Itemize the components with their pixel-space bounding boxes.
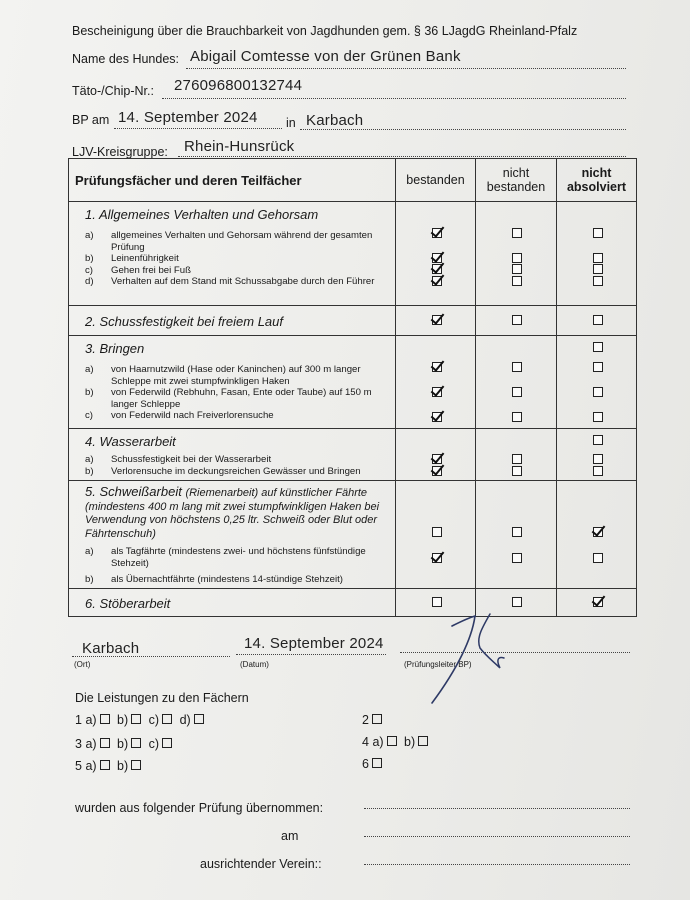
- perf-checkbox-1d[interactable]: [194, 714, 204, 724]
- group-line: [178, 156, 626, 157]
- failed-cell: [476, 202, 557, 306]
- taken-from-label: wurden aus folgender Prüfung übernommen:: [75, 801, 324, 815]
- perf-checkbox-5a[interactable]: [100, 760, 110, 770]
- table-header-row: [69, 159, 637, 202]
- checkbox-4b-na[interactable]: [593, 466, 603, 476]
- section-2-cell: [69, 306, 396, 336]
- checkbox-3c-na[interactable]: [593, 412, 603, 422]
- group-label: LJV-Kreisgruppe:: [72, 145, 168, 159]
- club-line: [364, 864, 630, 865]
- na-cell: [557, 202, 637, 306]
- section-5-title: 5. Schweißarbeit (Riemenarbeit) auf künstlicher Fährte (mindestens 400 m lang mit zwei stumpfwinkligen Haken bei Verwendung von höchstens 0,25 ltr. Schweiß oder Blut oder Fährtenschuh): [85, 484, 380, 540]
- section-4-title: 4. Wasserarbeit: [85, 434, 176, 449]
- bp-place-value: Karbach: [306, 112, 364, 129]
- checkbox-1a-na[interactable]: [593, 228, 603, 238]
- checkbox-3b-passed[interactable]: [432, 387, 442, 397]
- perf-checkbox-4a[interactable]: [387, 736, 397, 746]
- document-title: Bescheinigung über die Brauchbarkeit von Jagdhunden gem. § 36 LJagdG Rheinland-Pfalz: [72, 24, 578, 38]
- dog-name-value: Abigail Comtesse von der Grünen Bank: [190, 48, 461, 65]
- list-item: a) allgemeines Verhalten und Gehorsam während der gesamten Prüfung: [85, 230, 373, 253]
- passed-cell: [396, 202, 476, 306]
- checkbox-5a-passed[interactable]: [432, 553, 442, 563]
- section-row-6: [69, 589, 637, 617]
- list-item: b) Leinenführigkeit: [85, 253, 179, 265]
- section-4-cell: [69, 429, 396, 481]
- col-failed-header: nicht bestanden: [476, 159, 557, 202]
- checkbox-4b-failed[interactable]: [512, 466, 522, 476]
- checkbox-3a-failed[interactable]: [512, 362, 522, 372]
- perf-checkbox-2[interactable]: [372, 714, 382, 724]
- checkbox-6-failed[interactable]: [512, 597, 522, 607]
- bp-date-value: 14. September 2024: [118, 109, 258, 126]
- perf-row-5: 5 a) b): [75, 759, 145, 773]
- footer-place-label: (Ort): [74, 660, 91, 669]
- list-item: b) von Federwild (Rebhuhn, Fasan, Ente oder Taube) auf 150 m langer Schleppe: [85, 387, 372, 410]
- bp-label: BP am: [72, 113, 110, 127]
- section-2-title: 2. Schussfestigkeit bei freiem Lauf: [85, 314, 283, 329]
- perf-checkbox-1a[interactable]: [100, 714, 110, 724]
- dog-name-label: Name des Hundes:: [72, 52, 180, 66]
- section-row-4: [69, 429, 637, 481]
- perf-checkbox-3b[interactable]: [131, 738, 141, 748]
- checkbox-2-passed[interactable]: [432, 315, 442, 325]
- footer-date-line: [236, 654, 386, 655]
- perf-checkbox-1b[interactable]: [131, 714, 141, 724]
- group-value: Rhein-Hunsrück: [184, 138, 295, 155]
- list-item: b) Verlorensuche im deckungsreichen Gewässer und Bringen: [85, 465, 361, 477]
- am-label: am: [281, 829, 299, 843]
- checkbox-1c-na[interactable]: [593, 264, 603, 274]
- footer-place-line: [72, 656, 230, 657]
- checkbox-4-na[interactable]: [593, 435, 603, 445]
- checkbox-1b-na[interactable]: [593, 253, 603, 263]
- checkbox-3c-passed[interactable]: [432, 412, 442, 422]
- footer-date-label: (Datum): [240, 660, 269, 669]
- list-item: a) von Haarnutzwild (Hase oder Kaninchen) auf 300 m langer Schleppe mit zwei stumpfwinkligen Haken: [85, 364, 361, 387]
- section-row-5: [69, 481, 637, 589]
- checkbox-1b-failed[interactable]: [512, 253, 522, 263]
- section-row-1: [69, 202, 637, 306]
- bp-place-line: [300, 129, 626, 130]
- checkbox-2-na[interactable]: [593, 315, 603, 325]
- signature-mark: [420, 608, 530, 708]
- section-row-2: [69, 306, 637, 336]
- checkbox-4a-na[interactable]: [593, 454, 603, 464]
- section-1-cell: [69, 202, 396, 306]
- perf-row-2: 2: [362, 713, 386, 727]
- checkbox-5-na[interactable]: [593, 527, 603, 537]
- list-item: c) Gehen frei bei Fuß: [85, 264, 191, 276]
- exam-table: [68, 158, 637, 617]
- section-5-cell: [69, 481, 396, 589]
- checkbox-1d-passed[interactable]: [432, 276, 442, 286]
- chip-line: [162, 98, 626, 99]
- footer-date-value: 14. September 2024: [244, 635, 384, 652]
- checkbox-3c-failed[interactable]: [512, 412, 522, 422]
- perf-row-1: 1 a) b) c) d): [75, 713, 208, 727]
- perf-checkbox-5b[interactable]: [131, 760, 141, 770]
- list-item: a) als Tagfährte (mindestens zwei- und höchstens fünfstündige Stehzeit): [85, 546, 366, 569]
- perf-checkbox-3a[interactable]: [100, 738, 110, 748]
- am-line: [364, 836, 630, 837]
- col-subject-header: Prüfungsfächer und deren Teilfächer: [69, 159, 396, 202]
- checkbox-1d-na[interactable]: [593, 276, 603, 286]
- checkbox-1d-failed[interactable]: [512, 276, 522, 286]
- checkbox-1a-failed[interactable]: [512, 228, 522, 238]
- checkbox-4a-failed[interactable]: [512, 454, 522, 464]
- section-row-3: [69, 336, 637, 429]
- perf-row-4: 4 a) b): [362, 735, 432, 749]
- perf-row-3: 3 a) b) c): [75, 737, 176, 751]
- checkbox-3b-failed[interactable]: [512, 387, 522, 397]
- checkbox-3b-na[interactable]: [593, 387, 603, 397]
- checkbox-6-passed[interactable]: [432, 597, 442, 607]
- checkbox-3a-passed[interactable]: [432, 362, 442, 372]
- in-label: in: [286, 116, 296, 130]
- taken-from-line: [364, 808, 630, 809]
- section-3-cell: [69, 336, 396, 429]
- dog-name-line: [186, 68, 626, 69]
- performance-heading: Die Leistungen zu den Fächern: [75, 691, 249, 705]
- bp-date-line: [114, 128, 282, 129]
- perf-checkbox-4b[interactable]: [418, 736, 428, 746]
- perf-checkbox-6[interactable]: [372, 758, 382, 768]
- chip-label: Täto-/Chip-Nr.:: [72, 84, 154, 98]
- checkbox-2-failed[interactable]: [512, 315, 522, 325]
- footer-leader-label: (Prüfungsleiter BP): [404, 660, 472, 669]
- col-na-header: nicht absolviert: [557, 159, 637, 202]
- perf-checkbox-1c[interactable]: [162, 714, 172, 724]
- col-passed-header: bestanden: [396, 159, 476, 202]
- section-6-title: 6. Stöberarbeit: [85, 596, 171, 611]
- checkbox-1a-passed[interactable]: [432, 228, 442, 238]
- checkbox-4b-passed[interactable]: [432, 466, 442, 476]
- section-1-title: 1. Allgemeines Verhalten und Gehorsam: [85, 207, 319, 222]
- list-item: b) als Übernachtfährte (mindestens 14-stündige Stehzeit): [85, 574, 343, 586]
- checkbox-3-na[interactable]: [593, 342, 603, 352]
- list-item: c) von Federwild nach Freiverlorensuche: [85, 410, 274, 422]
- chip-value: 276096800132744: [174, 77, 303, 94]
- checkbox-5-failed[interactable]: [512, 527, 522, 537]
- perf-row-6: 6: [362, 757, 386, 771]
- checkbox-1c-failed[interactable]: [512, 264, 522, 274]
- section-3-title: 3. Bringen: [85, 341, 145, 356]
- checkbox-5a-na[interactable]: [593, 553, 603, 563]
- perf-checkbox-3c[interactable]: [162, 738, 172, 748]
- checkbox-6-na[interactable]: [593, 597, 603, 607]
- list-item: a) Schussfestigkeit bei der Wasserarbeit: [85, 454, 272, 465]
- section-6-cell: [69, 589, 396, 617]
- checkbox-3a-na[interactable]: [593, 362, 603, 372]
- checkbox-5a-failed[interactable]: [512, 553, 522, 563]
- club-label: ausrichtender Verein::: [200, 857, 322, 871]
- list-item: d) Verhalten auf dem Stand mit Schussabgabe durch den Führer: [85, 276, 375, 288]
- footer-place-value: Karbach: [82, 640, 140, 657]
- checkbox-5-passed[interactable]: [432, 527, 442, 537]
